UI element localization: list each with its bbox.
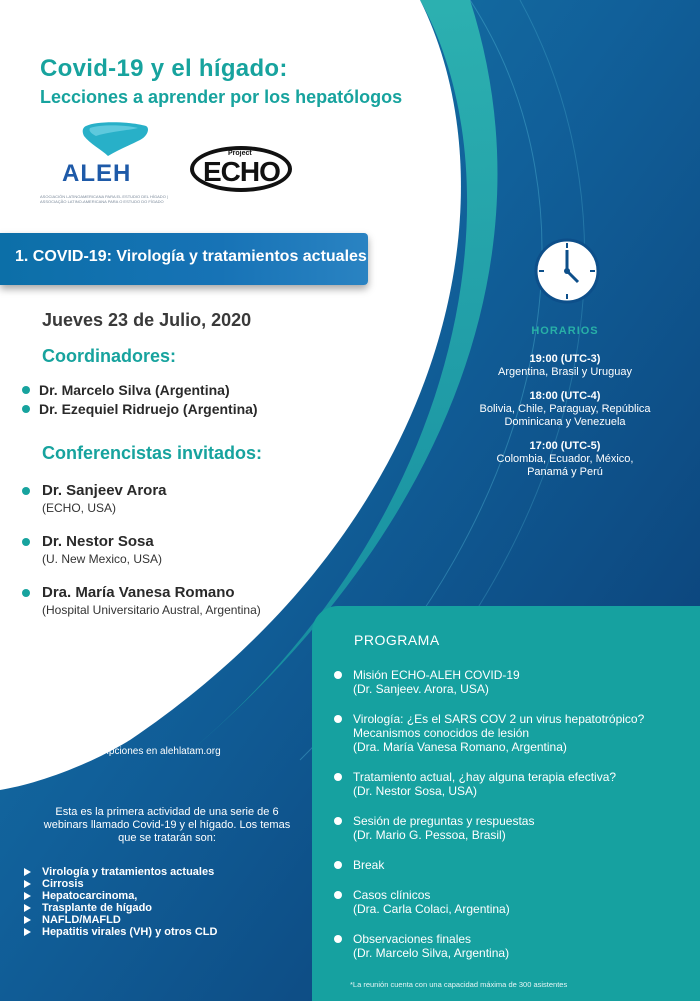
registration-link[interactable]: Inscripciones en alehlatam.org <box>85 746 221 757</box>
speaker-name: Dr. Nestor Sosa <box>42 533 154 550</box>
event-title <box>40 55 402 108</box>
list-item: Dr. Ezequiel Ridruejo (Argentina) <box>22 401 258 420</box>
speaker-name: Dra. María Vanesa Romano <box>42 584 235 601</box>
speaker-item <box>22 584 262 618</box>
time-slot <box>470 390 660 429</box>
program-item-speaker: (Dr. Sanjeev. Arora, USA) <box>353 682 489 696</box>
program-item-speaker: (Dr. Nestor Sosa, USA) <box>353 784 478 798</box>
speaker-item <box>22 482 167 516</box>
program-heading: PROGRAMA <box>354 632 440 648</box>
slot-countries: Argentina, Brasil y Uruguay <box>498 366 632 378</box>
schedule-label: HORARIOS <box>531 325 599 337</box>
speaker-affiliation: (Hospital Universitario Austral, Argentina) <box>42 603 261 617</box>
list-item: Virología y tratamientos actuales <box>22 866 217 878</box>
capacity-note: *La reunión cuenta con una capacidad máxima de 300 asistentes <box>350 980 568 989</box>
speaker-affiliation: (U. New Mexico, USA) <box>42 552 163 566</box>
list-item: Dr. Marcelo Silva (Argentina) <box>22 382 258 401</box>
list-item: Hepatitis virales (VH) y otros CLD <box>22 926 217 938</box>
echo-project-label: Project <box>228 150 252 157</box>
slot-time: 19:00 (UTC-3) <box>529 353 601 365</box>
topics-list <box>22 866 217 938</box>
program-item <box>334 668 674 696</box>
program-item <box>334 932 674 960</box>
program-item-title: Virología: ¿Es el SARS COV 2 un virus hepatotrópico? Mecanismos conocidos de lesión <box>353 712 645 740</box>
program-item <box>334 858 674 872</box>
program-item <box>334 770 674 798</box>
program-item-title: Misión ECHO-ALEH COVID-19 <box>353 668 520 682</box>
program-panel <box>312 606 700 1001</box>
pointer-hand-icon <box>66 744 80 758</box>
slot-time: 18:00 (UTC-4) <box>529 390 601 402</box>
time-slot <box>470 440 660 479</box>
speaker-affiliation: (ECHO, USA) <box>42 501 117 515</box>
slot-time: 17:00 (UTC-5) <box>529 440 601 452</box>
speakers-heading: Conferencistas invitados: <box>42 443 263 463</box>
program-item <box>334 888 674 916</box>
program-item-speaker: (Dra. Carla Colaci, Argentina) <box>353 902 510 916</box>
program-item-speaker: (Dr. Mario G. Pessoa, Brasil) <box>353 828 506 842</box>
program-item <box>334 814 674 842</box>
program-item-title: Break <box>353 858 385 872</box>
speaker-name: Dr. Sanjeev Arora <box>42 482 167 499</box>
coordinators-heading: Coordinadores: <box>42 346 177 366</box>
program-item <box>334 712 679 754</box>
title-line-1: Covid-19 y el hígado: <box>40 55 288 82</box>
aleh-logo-text: ALEH <box>62 160 132 187</box>
title-line-2: Lecciones a aprender por los hepatólogos <box>40 87 403 107</box>
slot-countries: Colombia, Ecuador, México, Panamá y Perú <box>496 453 634 478</box>
project-echo-logo <box>190 146 292 192</box>
event-date: Jueves 23 de Julio, 2020 <box>42 310 252 330</box>
program-item-title: Tratamiento actual, ¿hay alguna terapia efectiva? <box>353 770 617 784</box>
slot-countries: Bolivia, Chile, Paraguay, República Dominicana y Venezuela <box>479 403 651 428</box>
program-item-speaker: (Dr. Marcelo Silva, Argentina) <box>353 946 510 960</box>
series-intro: Esta es la primera actividad de una serie de 6 webinars llamado Covid-19 y el hígado. Los temas que se tratarán son: <box>43 806 291 844</box>
list-item: Hepatocarcinoma, <box>22 890 217 902</box>
aleh-logo-subtitle: ASOCIACIÓN LATINOAMERICANA PARA EL ESTUDIO DEL HÍGADO | ASSOCIAÇÃO LATINO-AMERICANA PARA O ESTUDO DO FÍGADO <box>40 194 168 204</box>
echo-word: ECHO <box>203 156 280 187</box>
list-item: Cirrosis <box>22 878 217 890</box>
program-item-title: Observaciones finales <box>353 932 472 946</box>
clock-icon <box>534 238 600 304</box>
list-item: Trasplante de hígado <box>22 902 217 914</box>
program-item-title: Sesión de preguntas y respuestas <box>353 814 535 828</box>
liver-icon <box>38 120 188 160</box>
list-item: NAFLD/MAFLD <box>22 914 217 926</box>
program-item-title: Casos clínicos <box>353 888 431 902</box>
coordinators-list <box>22 382 258 420</box>
speaker-item <box>22 533 162 567</box>
session-title-bar: 1. COVID-19: Virología y tratamientos actuales <box>0 233 368 285</box>
program-item-speaker: (Dra. María Vanesa Romano, Argentina) <box>353 740 567 754</box>
schedule-times <box>470 325 660 490</box>
time-slot <box>470 353 660 379</box>
